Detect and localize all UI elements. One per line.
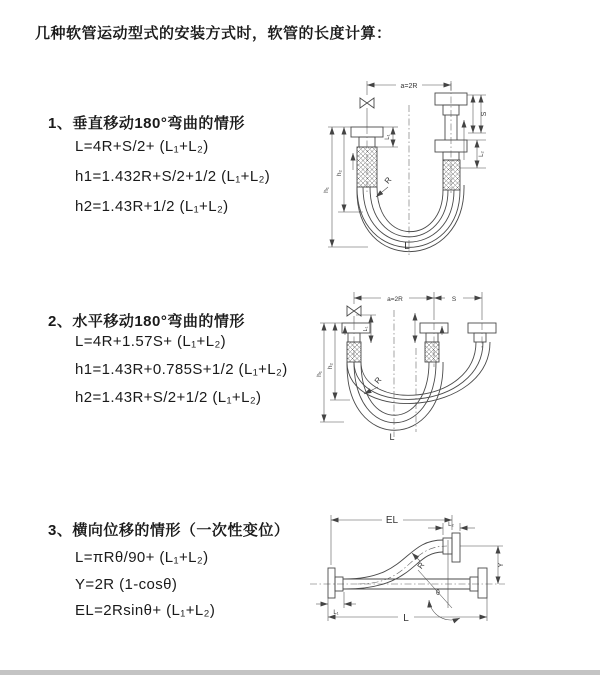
dim-label-l2: L₂ xyxy=(448,522,454,528)
dim-label-length: L xyxy=(389,432,395,442)
section1-formula-L: L=4R+S/2+ (L₁+L₂) xyxy=(75,138,209,155)
dim-label-l1: L₁ xyxy=(363,326,369,332)
dim-label-h1: h₁ xyxy=(316,371,323,377)
valve-icon xyxy=(360,98,374,108)
dim-label-length: L xyxy=(404,241,410,252)
dim-label-l1: L₁ xyxy=(385,134,391,140)
dim-label-a2r: a=2R xyxy=(387,296,403,303)
dim-label-radius: R xyxy=(415,560,427,571)
diagram-horizontal-180-bend xyxy=(312,282,527,446)
section3-formula-Y: Y=2R (1-cosθ) xyxy=(75,576,178,593)
section2-formula-L: L=4R+1.57S+ (L₁+L₂) xyxy=(75,333,227,350)
dim-label-length: L xyxy=(403,613,409,624)
section2-heading: 2、水平移动180°弯曲的情形 xyxy=(48,313,245,330)
section1-formula-h2: h2=1.43R+1/2 (L₁+L₂) xyxy=(75,198,229,215)
dim-label-h1: h₁ xyxy=(323,187,330,193)
dim-label-s: S xyxy=(451,296,457,303)
diagram-lateral-displacement xyxy=(300,505,600,650)
section2-formula-h1: h1=1.43R+0.785S+1/2 (L₁+L₂) xyxy=(75,361,288,378)
diagram-vertical-180-bend xyxy=(318,75,518,260)
valve-icon xyxy=(347,306,361,316)
dim-label-a2r: a=2R xyxy=(400,83,418,90)
dim-label-h2: h₂ xyxy=(336,169,343,177)
dim-label-l1: L₁ xyxy=(333,610,339,616)
page-title: 几种软管运动型式的安装方式时，软管的长度计算： xyxy=(35,25,392,42)
dim-label-radius: R xyxy=(382,175,394,186)
braid-section xyxy=(443,160,460,190)
section3-heading: 3、横向位移的情形（一次性变位） xyxy=(48,522,290,539)
angle-label-theta: θ xyxy=(436,590,440,597)
section1-heading: 1、垂直移动180°弯曲的情形 xyxy=(48,115,245,132)
dim-label-s: S xyxy=(481,111,488,117)
section3-formula-EL: EL=2Rsinθ+ (L₁+L₂) xyxy=(75,602,216,619)
dim-label-h2: h₂ xyxy=(327,362,334,370)
hose-curve xyxy=(345,540,443,579)
dim-label-y: Y xyxy=(498,562,505,568)
dim-label-l2: L₂ xyxy=(479,151,485,157)
section2-formula-h2: h2=1.43R+S/2+1/2 (L₁+L₂) xyxy=(75,389,262,406)
section1-formula-h1: h1=1.432R+S/2+1/2 (L₁+L₂) xyxy=(75,168,271,185)
dim-label-el: EL xyxy=(385,515,399,526)
braid-section xyxy=(425,342,439,362)
page-bottom-edge xyxy=(0,670,600,675)
dim-label-radius: R xyxy=(372,375,384,386)
section3-formula-L: L=πRθ/90+ (L₁+L₂) xyxy=(75,549,209,566)
